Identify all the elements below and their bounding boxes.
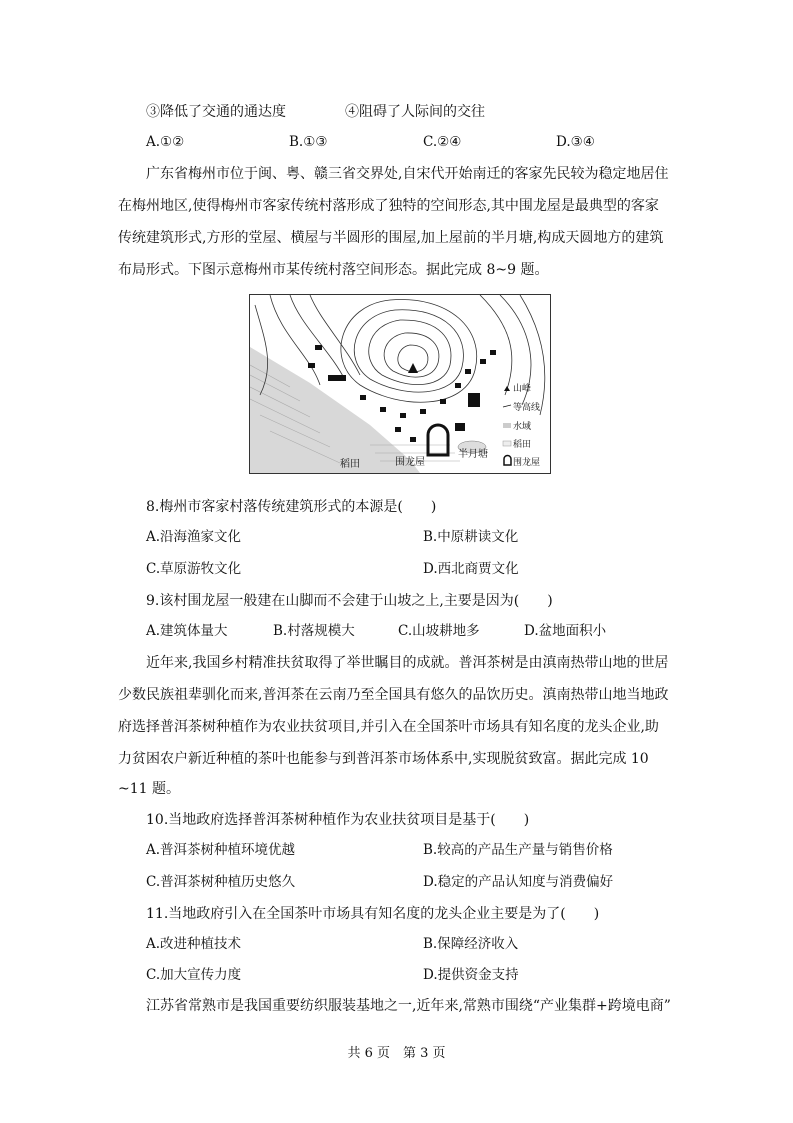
- legend-paddy-icon: [503, 441, 511, 446]
- q7-option-b: B.①③: [289, 134, 328, 150]
- legend-contour-icon: [503, 405, 511, 407]
- q9-option-c: C.山坡耕地多: [398, 623, 480, 639]
- legend-peak-icon: [504, 386, 510, 391]
- legend-weilong: 围龙屋: [513, 458, 541, 468]
- legend-paddy: 稻田: [513, 440, 532, 450]
- label-weilong: 围龙屋: [395, 457, 425, 468]
- q10-stem: 10.当地政府选择普洱茶树种植作为农业扶贫项目是基于( ): [146, 812, 530, 828]
- q11-option-b: B.保障经济收入: [423, 936, 519, 952]
- passage2-line1: 近年来,我国乡村精准扶贫取得了举世瞩目的成就。普洱茶树是由滇南热带山地的世居: [146, 655, 669, 671]
- q7-option-d: D.③④: [556, 134, 595, 150]
- legend-weilong-icon: [504, 456, 511, 466]
- peak-marker: [408, 363, 418, 373]
- weilong-house: [428, 425, 448, 455]
- village-map: [249, 294, 551, 474]
- passage2-line4: 力贫困农户新近种植的茶叶也能参与到普洱茶市场体系中,实现脱贫致富。据此完成 10: [118, 751, 649, 767]
- river-water: [250, 347, 420, 473]
- q10-option-c: C.普洱茶树种植历史悠久: [146, 874, 296, 890]
- q11-stem: 11.当地政府引入在全国茶叶市场具有知名度的龙头企业主要是为了( ): [146, 906, 600, 922]
- map-legend: [503, 382, 540, 468]
- passage2-line2: 少数民族祖辈驯化而来,普洱茶在云南乃至全国具有悠久的品饮历史。滇南热带山地当地政: [118, 687, 669, 703]
- passage1-line2: 在梅州地区,使得梅州市客家传统村落形成了独特的空间形态,其中围龙屋是最典型的客家: [118, 198, 659, 214]
- q10-option-b: B.较高的产品生产量与销售价格: [423, 842, 613, 858]
- legend-contour: 等高线: [513, 403, 541, 413]
- passage3-line1: 江苏省常熟市是我国重要纺织服装基地之一,近年来,常熟市围绕“产业集群+跨境电商”: [146, 998, 671, 1014]
- label-pond: 半月塘: [458, 449, 488, 460]
- q8-option-c: C.草原游牧文化: [146, 561, 242, 577]
- page-footer: 共 6 页 第 3 页: [347, 1046, 446, 1061]
- q11-option-a: A.改进种植技术: [146, 936, 242, 952]
- q8-option-b: B.中原耕读文化: [423, 529, 519, 545]
- q7-option-a: A.①②: [146, 134, 185, 150]
- q8-option-d: D.西北商贾文化: [423, 561, 519, 577]
- q9-stem: 9.该村围龙屋一般建在山脚而不会建于山坡之上,主要是因为( ): [146, 593, 553, 609]
- q9-option-d: D.盆地面积小: [524, 623, 607, 639]
- q10-option-d: D.稳定的产品认知度与消费偏好: [423, 874, 614, 890]
- legend-peak: 山峰: [513, 384, 532, 394]
- statement-4: ④阻碍了人际间的交往: [345, 104, 485, 120]
- village-map-svg: [250, 295, 550, 473]
- q7-option-c: C.②④: [423, 134, 462, 150]
- passage1-line4: 布局形式。下图示意梅州市某传统村落空间形态。据此完成 8~9 题。: [118, 262, 549, 278]
- passage1-line1: 广东省梅州市位于闽、粤、赣三省交界处,自宋代开始南迁的客家先民较为稳定地居住: [146, 166, 669, 182]
- q9-option-b: B.村落规模大: [273, 623, 355, 639]
- q11-option-c: C.加大宣传力度: [146, 967, 242, 983]
- legend-water: 水域: [513, 422, 532, 432]
- q10-option-a: A.普洱茶树种植环境优越: [146, 842, 296, 858]
- q8-option-a: A.沿海渔家文化: [146, 529, 242, 545]
- q8-stem: 8.梅州市客家村落传统建筑形式的本源是( ): [146, 499, 437, 515]
- label-paddy: 稻田: [340, 459, 360, 470]
- legend-water-icon: [503, 423, 511, 428]
- passage2-line3: 府选择普洱茶树种植作为农业扶贫项目,并引入在全国茶叶市场具有知名度的龙头企业,助: [118, 719, 659, 735]
- statement-3: ③降低了交通的通达度: [146, 104, 286, 120]
- passage2-line5: ~11 题。: [118, 781, 180, 797]
- passage1-line3: 传统建筑形式,方形的堂屋、横屋与半圆形的围屋,加上屋前的半月塘,构成天圆地方的建筑: [118, 230, 664, 246]
- q11-option-d: D.提供资金支持: [423, 967, 519, 983]
- q9-option-a: A.建筑体量大: [146, 623, 228, 639]
